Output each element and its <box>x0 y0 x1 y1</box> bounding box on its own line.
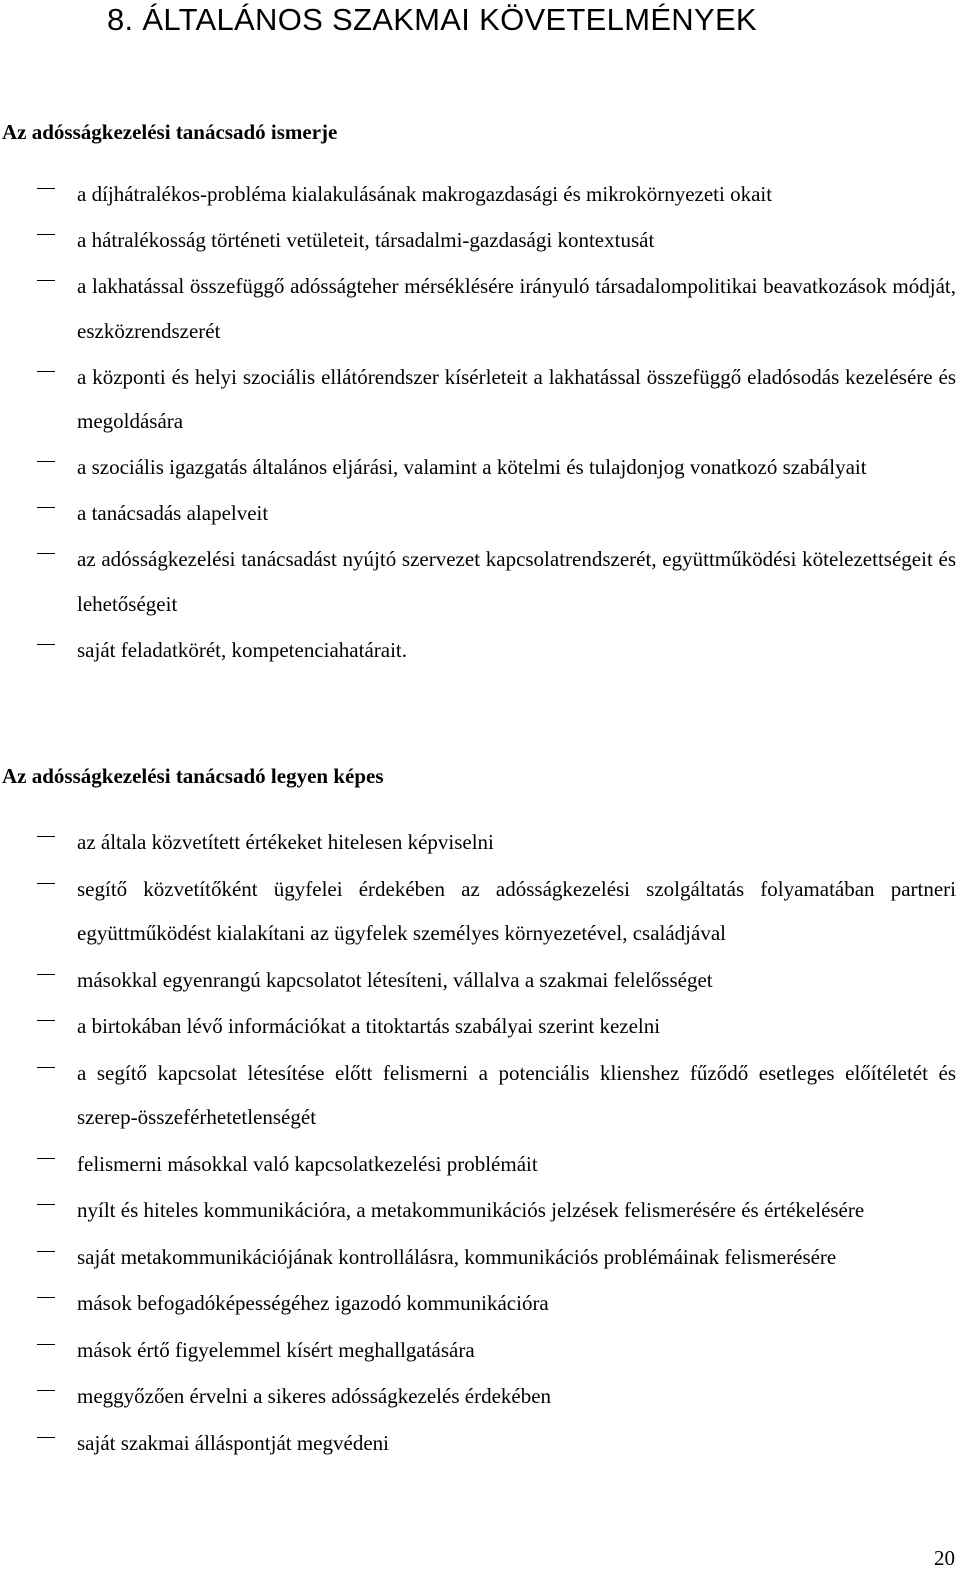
list-item-text: saját feladatkörét, kompetenciahatárait. <box>77 637 408 662</box>
list-item-text: saját metakommunikációjának kontrollálásra, kommunikációs problémáinak felismerésére <box>77 1244 837 1269</box>
list-item <box>0 491 956 536</box>
dash-bullet-icon <box>37 234 55 235</box>
list-item-text: felismerni másokkal való kapcsolatkezelési problémáit <box>77 1151 538 1176</box>
list-item-text: a tanácsadás alapelveit <box>77 501 269 525</box>
page-title: 8. ÁLTALÁNOS SZAKMAI KÖVETELMÉNYEK <box>107 2 757 37</box>
list-item <box>0 264 956 353</box>
list-item <box>0 1421 956 1466</box>
list-item-text: az adósságkezelési tanácsadást nyújtó szervezet kapcsolatrendszerét, együttműködési kötelezettségeit és lehetőségeit <box>77 547 956 616</box>
list-item-text: a lakhatással összefüggő adósságteher mérséklésére irányuló társadalompolitikai beavatkozások módját, eszközrendszerét <box>77 274 956 343</box>
list-item <box>0 628 956 673</box>
dash-bullet-icon <box>37 974 55 975</box>
list-item-text: az általa közvetített értékeket hitelesen képviselni <box>77 830 494 854</box>
knowledge-requirements-list <box>0 172 956 674</box>
list-item-text: segítő közvetítőként ügyfelei érdekében az adósságkezelési szolgáltatás folyamatában partneri együttműködést kialakítani az ügyfelek személyes környezetével, családjával <box>77 876 956 945</box>
list-item <box>0 867 956 956</box>
dash-bullet-icon <box>37 1204 55 1205</box>
dash-bullet-icon <box>37 280 55 281</box>
dash-bullet-icon <box>37 553 55 554</box>
list-item <box>0 1004 956 1049</box>
list-item-text: meggyőzően érvelni a sikeres adósságkezelés érdekében <box>77 1384 552 1408</box>
list-item <box>0 1374 956 1419</box>
list-item <box>0 1142 956 1187</box>
section-heading-knowledge: Az adósságkezelési tanácsadó ismerje <box>2 120 338 144</box>
list-item <box>0 1281 956 1326</box>
dash-bullet-icon <box>37 507 55 508</box>
list-item-text: a segítő kapcsolat létesítése előtt felismerni a potenciális klienshez fűződő esetleges előítéletét és szerep-összeférhetetlenségét <box>77 1060 956 1129</box>
dash-bullet-icon <box>37 1344 55 1345</box>
list-item-text: mások befogadóképességéhez igazodó kommunikációra <box>77 1291 549 1315</box>
list-item-text: másokkal egyenrangú kapcsolatot létesíteni, vállalva a szakmai felelősséget <box>77 967 713 992</box>
list-item <box>0 1051 956 1140</box>
dash-bullet-icon <box>37 461 55 462</box>
dash-bullet-icon <box>37 1390 55 1391</box>
list-item-text: a birtokában lévő információkat a titoktartás szabályai szerint kezelni <box>77 1014 661 1038</box>
dash-bullet-icon <box>37 1437 55 1438</box>
list-item-text: mások értő figyelemmel kísért meghallgatására <box>77 1337 475 1362</box>
dash-bullet-icon <box>37 1067 55 1068</box>
dash-bullet-icon <box>37 188 55 189</box>
list-item <box>0 820 956 865</box>
list-item-text: a díjhátralékos-probléma kialakulásának makrogazdasági és mikrokörnyezeti okait <box>77 182 773 206</box>
list-item <box>0 537 956 626</box>
ability-requirements-list <box>0 820 956 1467</box>
dash-bullet-icon <box>37 883 55 884</box>
list-item <box>0 172 956 217</box>
list-item-text: a szociális igazgatás általános eljárási, valamint a kötelmi és tulajdonjog vonatkozó szabályait <box>77 455 867 479</box>
list-item <box>0 1328 956 1373</box>
list-item <box>0 218 956 263</box>
list-item <box>0 1235 956 1280</box>
list-item-text: saját szakmai álláspontját megvédeni <box>77 1430 389 1455</box>
list-item <box>0 445 956 490</box>
page-number: 20 <box>934 1546 955 1570</box>
dash-bullet-icon <box>37 1297 55 1298</box>
list-item-text: nyílt és hiteles kommunikációra, a metakommunikációs jelzések felismerésére és értékelésére <box>77 1198 865 1222</box>
dash-bullet-icon <box>37 1158 55 1159</box>
list-item-text: a hátralékosság történeti vetületeit, társadalmi-gazdasági kontextusát <box>77 228 655 252</box>
list-item <box>0 958 956 1003</box>
dash-bullet-icon <box>37 1251 55 1252</box>
dash-bullet-icon <box>37 644 55 645</box>
dash-bullet-icon <box>37 1020 55 1021</box>
dash-bullet-icon <box>37 371 55 372</box>
list-item <box>0 1188 956 1233</box>
section-heading-abilities: Az adósságkezelési tanácsadó legyen képes <box>2 764 384 788</box>
dash-bullet-icon <box>37 836 55 837</box>
list-item <box>0 355 956 444</box>
list-item-text: a központi és helyi szociális ellátórendszer kísérleteit a lakhatással összefüggő eladósodás kezelésére és megoldására <box>77 364 956 433</box>
